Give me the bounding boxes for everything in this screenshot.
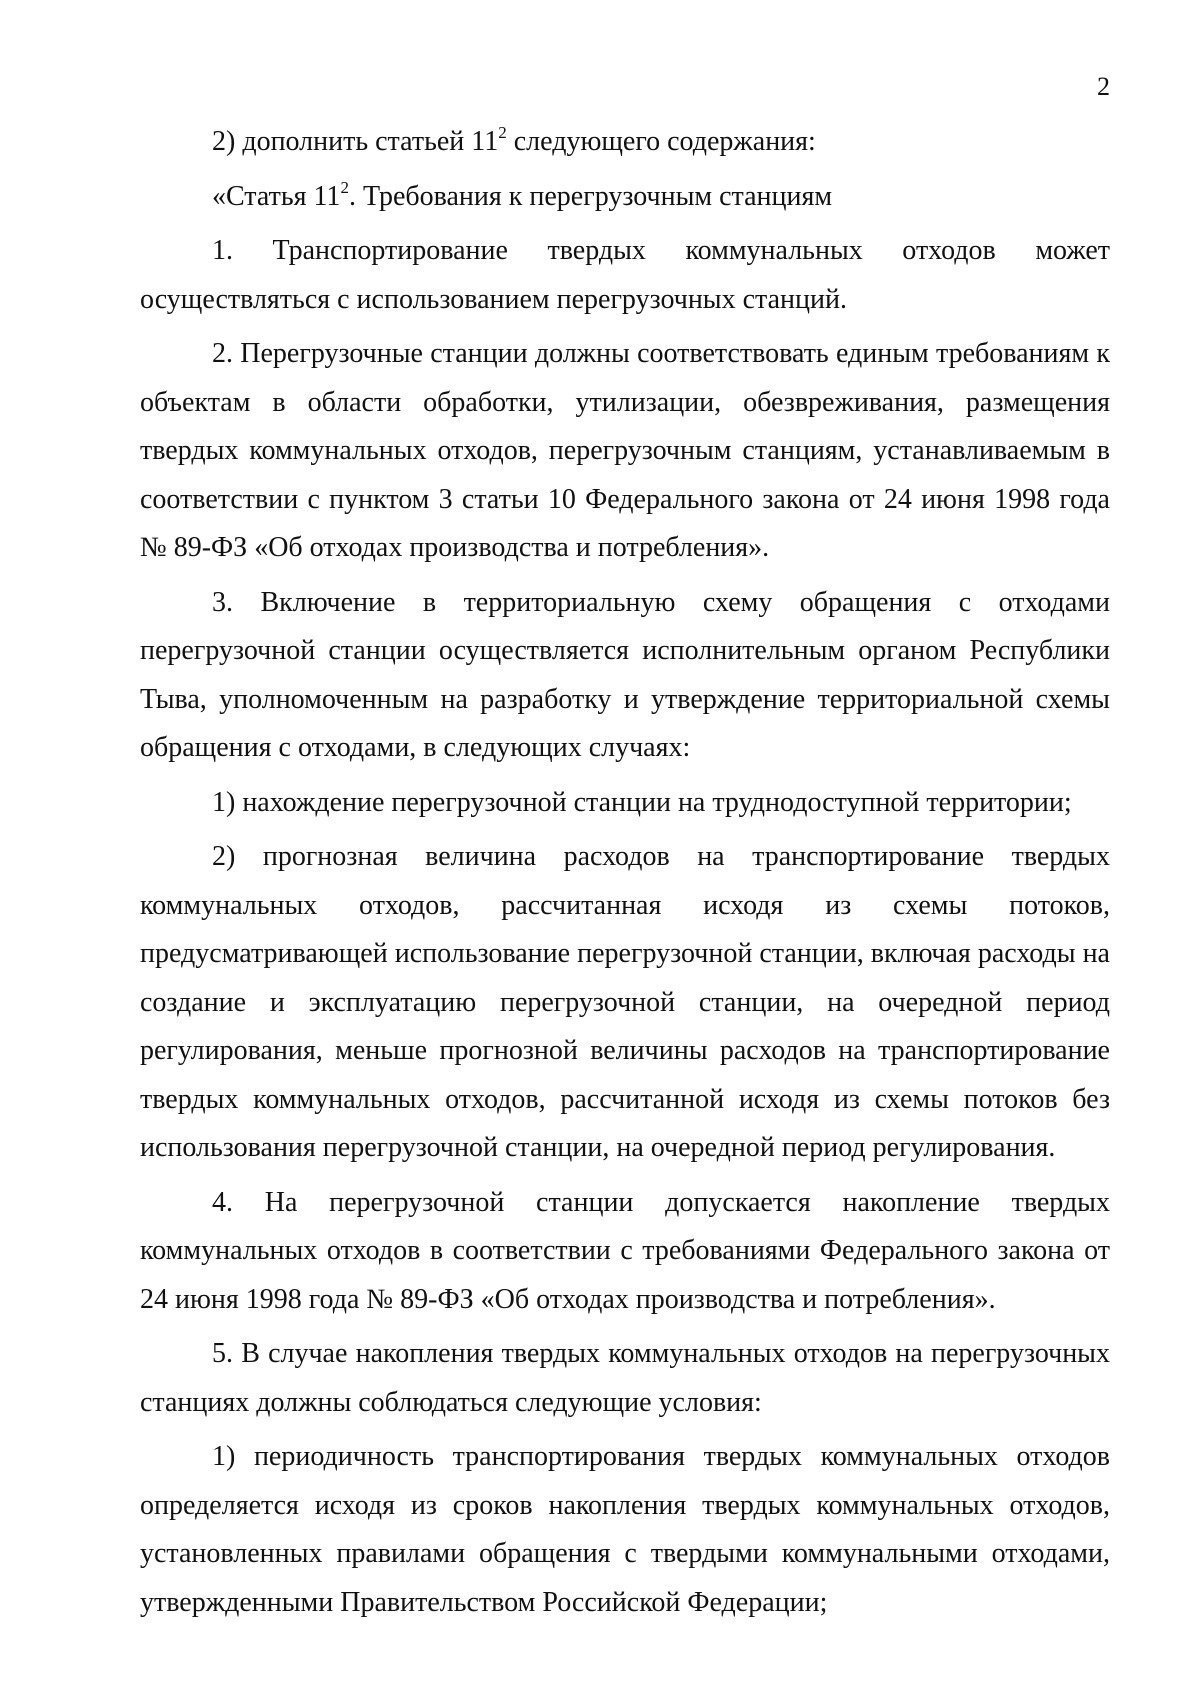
article-item-4: 4. На перегрузочной станции допускается накопление твердых коммунальных отходов в соответствии с требованиями Федерального закона от 24 июня 1998 года № 89-ФЗ «Об отходах производства и потребления».: [140, 1186, 1110, 1315]
article-heading-superscript: 2: [340, 177, 349, 197]
article-item-3-subitem-1: 1) нахождение перегрузочной станции на труднодоступной территории;: [212, 786, 1072, 818]
article-heading: [140, 173, 1110, 222]
document-body: [140, 118, 1110, 1627]
article-superscript: 2: [498, 123, 507, 142]
article-item-3-subitem-2: 2) прогнозная величина расходов на транспортирование твердых коммунальных отходов, рассчитанная исходя из схемы потоков, предусматривающей использование перегрузочной станции, включая расходы на создание и эксплуатацию перегрузочной станции, на очередной период регулирования, меньше прогнозной величины расходов на транспортирование твердых коммунальных отходов, рассчитанной исходя из схемы потоков без использования перегрузочной станции, на очередной период регулирования.: [140, 841, 1110, 1163]
article-item-1: 1. Транспортирование твердых коммунальных отходов может осуществляться с использованием перегрузочных станций.: [140, 235, 1110, 315]
page-number: 2: [1097, 72, 1110, 101]
article-item-2: 2. Перегрузочные станции должны соответствовать единым требованиям к объектам в области обработки, утилизации, обезвреживания, размещения твердых коммунальных отходов, перегрузочным станциям, устанавливаемым в соответствии с пунктом 3 статьи 10 Федерального закона от 24 июня 1998 года № 89-ФЗ «Об отходах производства и потребления».: [140, 338, 1110, 563]
amendment-paragraph: [140, 118, 1110, 167]
amendment-text: 2) дополнить статьей 11: [212, 126, 499, 157]
article-item-5: 5. В случае накопления твердых коммунальных отходов на перегрузочных станциях должны соблюдаться следующие условия:: [140, 1338, 1110, 1418]
article-heading-title: . Требования к перегрузочным станциям: [348, 180, 833, 212]
article-item-5-subitem-1: 1) периодичность транспортирования твердых коммунальных отходов определяется исходя из сроков накопления твердых коммунальных отходов, установленных правилами обращения с твердыми коммунальными отходами, утвержденными Правительством Российской Федерации;: [140, 1441, 1110, 1618]
article-heading-text: «Статья 11: [212, 180, 341, 212]
amendment-text-end: следующего содержания:: [506, 126, 816, 157]
article-item-3: 3. Включение в территориальную схему обращения с отходами перегрузочной станции осуществляется исполнительным органом Республики Тыва, уполномоченным на разработку и утверждение территориальной схемы обращения с отходами, в следующих случаях:: [140, 586, 1110, 763]
